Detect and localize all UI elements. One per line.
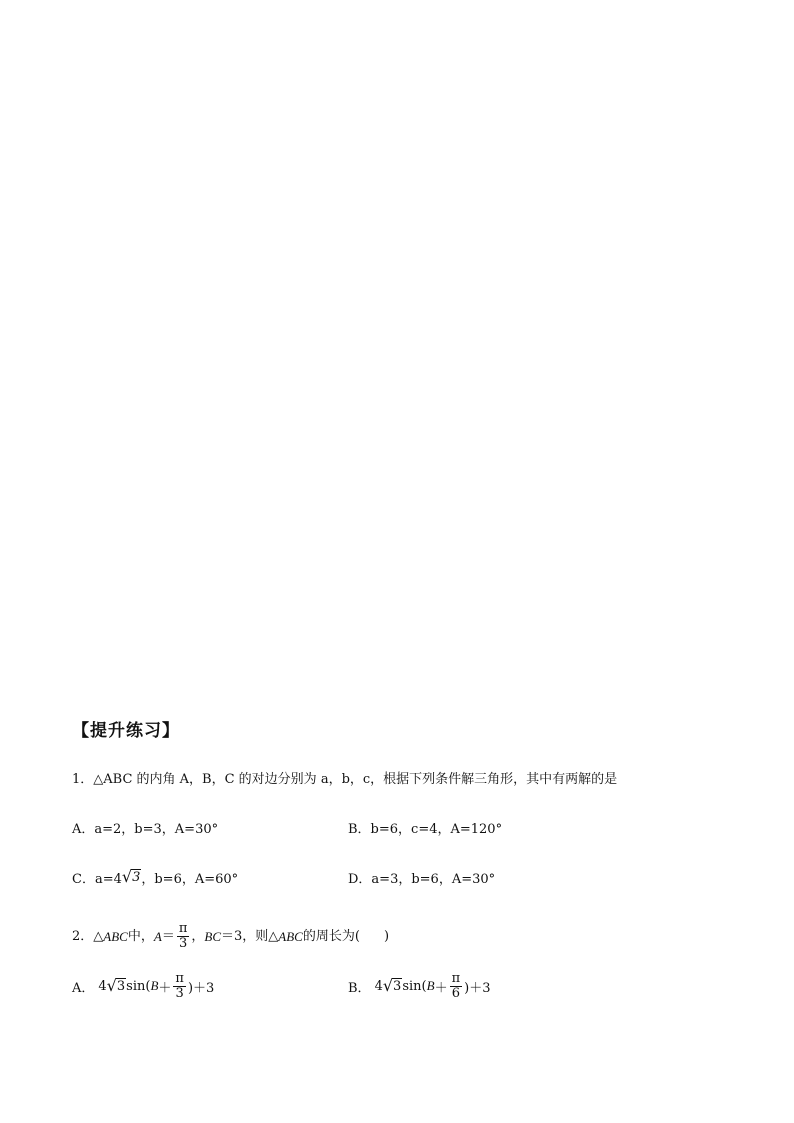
q2-comma: ， (191, 928, 205, 944)
option-a-b: B (150, 978, 159, 994)
option-b-plus: ＋ (434, 980, 448, 996)
fraction-numerator: π (451, 971, 461, 986)
radicand: 3 (393, 978, 402, 994)
section-heading: 【提升练习】 (72, 721, 180, 741)
equals-sign: ＝ (161, 928, 175, 944)
q2-mid-text: 中， (127, 928, 154, 944)
fraction-denominator: 3 (175, 985, 184, 1001)
option-a-label: A． (72, 980, 95, 996)
option-b-label: B． (348, 980, 371, 996)
triangle-name-2: ABC (278, 928, 303, 944)
fraction-pi-over-3 (177, 922, 190, 950)
radicand: 3 (132, 870, 141, 886)
fraction-denominator: 3 (178, 935, 188, 951)
q2-tail: 的周长为( (302, 928, 360, 944)
q2-close-paren: ) (383, 928, 390, 944)
question-1-stem: 1．△ABC 的内角 A，B，C 的对边分别为 a，b，c，根据下列条件解三角形，其中有两解的是 (72, 772, 618, 787)
option-b-sin: sin( (402, 978, 427, 994)
sqrt-expression: √ 3 (121, 867, 141, 887)
question-2-option-a (72, 972, 214, 1000)
option-b-coef: 4 (374, 978, 383, 994)
triangle-symbol-2: △ (268, 928, 279, 944)
side-bc: BC (204, 928, 222, 944)
triangle-name: ABC (103, 928, 128, 944)
question-1-option-b: B．b=6，c=4，A=120° (348, 822, 503, 837)
angle-a: A (153, 928, 162, 944)
option-b-b: B (426, 978, 435, 994)
question-1-option-d: D．a=3，b=6，A=30° (348, 872, 496, 887)
question-2-stem (72, 918, 389, 954)
fraction-pi-over-3 (173, 972, 186, 1000)
option-a-plus: ＋ (158, 980, 172, 996)
option-a-end: )＋3 (187, 980, 215, 996)
question-1-option-a: A．a=2，b=3，A=30° (72, 822, 219, 837)
side-bc-value: ＝3，则 (221, 928, 269, 944)
option-b-end: )＋3 (464, 980, 491, 996)
fraction-numerator: π (178, 920, 188, 936)
fraction-denominator: 6 (451, 985, 460, 1001)
fraction-pi-over-6 (450, 972, 463, 1000)
radicand: 3 (116, 978, 126, 994)
option-a-sin: sin( (126, 978, 151, 994)
option-a-coef: 4 (98, 978, 107, 994)
fraction-numerator: π (175, 971, 184, 986)
sqrt-expression: √ 3 (382, 975, 402, 995)
option-c-suffix: ，b=6，A=60° (141, 872, 239, 887)
question-1-option-c (72, 868, 238, 887)
question-2-number: 2． (72, 928, 94, 944)
question-2-option-b (348, 972, 490, 1000)
sqrt-expression: √ 3 (106, 975, 126, 995)
triangle-symbol: △ (93, 928, 104, 944)
option-c-prefix: C．a=4 (72, 872, 122, 887)
